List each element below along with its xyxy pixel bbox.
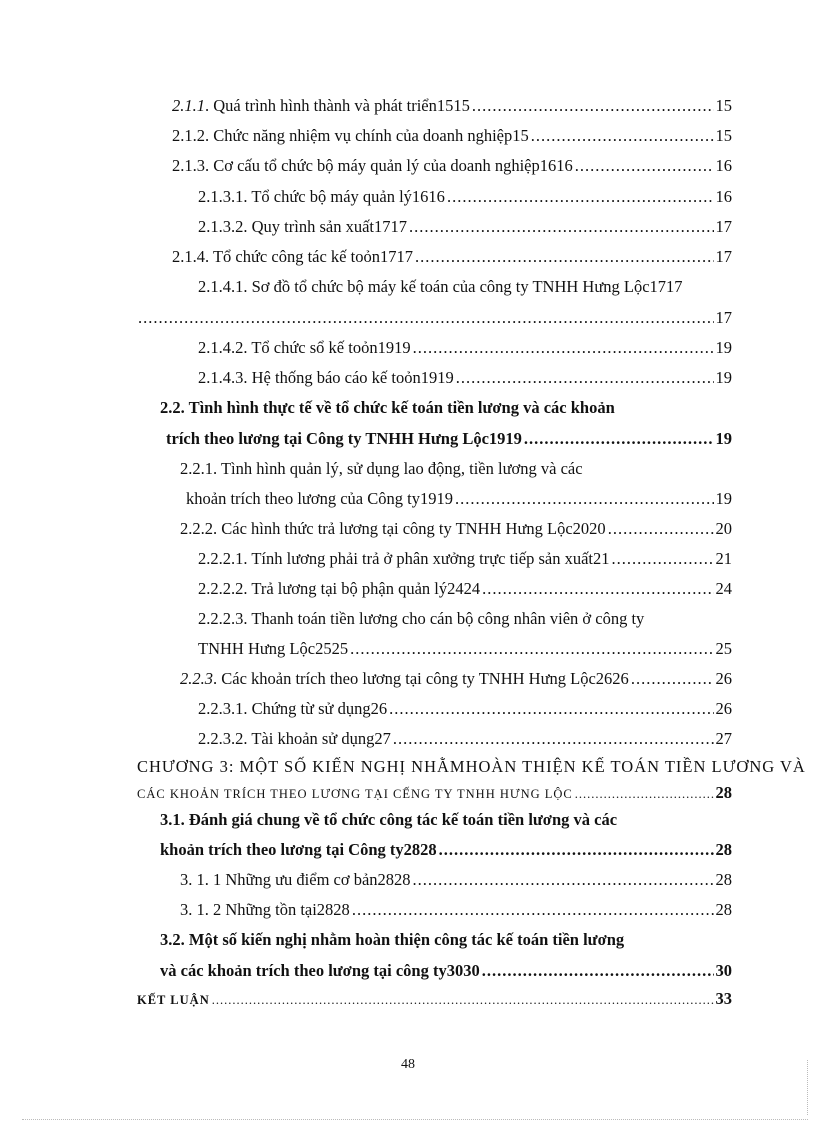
toc-entry-number: 2.2.3 xyxy=(180,669,213,688)
toc-entry-title: 3.2. Một số kiến nghị nhằm hoàn thiện công tác kế toán tiền lương xyxy=(160,930,625,949)
toc-entry-title: KẾT LUẬN xyxy=(137,993,210,1007)
toc-page-number: 28 xyxy=(715,900,732,919)
toc-page-number: 28 xyxy=(715,783,732,802)
toc-leader-dots xyxy=(352,900,714,920)
toc-page-number: 16 xyxy=(715,187,732,206)
toc-leader-dots xyxy=(472,96,714,116)
toc-leader-dots xyxy=(393,729,714,749)
toc-entry-2-1-4[interactable] xyxy=(172,247,732,267)
toc-leader-dots xyxy=(212,990,714,1010)
toc-page-number: 17 xyxy=(715,247,732,266)
toc-entry-2-2-1[interactable] xyxy=(180,459,583,479)
toc-page-number: 15 xyxy=(715,96,732,115)
toc-leader-dots xyxy=(138,308,714,328)
toc-page-number: 19 xyxy=(715,489,732,508)
toc-entry-title: 2.1.3.1. Tổ chức bộ máy quản lý1616 xyxy=(198,187,445,206)
toc-leader-dots xyxy=(413,870,714,890)
toc-section-3-1-continuation[interactable] xyxy=(160,840,732,860)
toc-entry-2-2-1-continuation[interactable] xyxy=(186,489,732,509)
toc-page-number: 17 xyxy=(715,217,732,236)
toc-page-number: 20 xyxy=(715,519,732,538)
toc-entry-2-2-2-3-continuation[interactable] xyxy=(198,639,732,659)
toc-page-number: 17 xyxy=(715,308,732,327)
toc-entry-title: khoản trích theo lương của Công ty1919 xyxy=(186,489,453,508)
toc-page-number: 33 xyxy=(715,989,732,1008)
toc-leader-dots xyxy=(575,156,714,176)
toc-leader-dots xyxy=(612,549,714,569)
toc-entry-title: 2.1.2. Chức năng nhiệm vụ chính của doanh nghiệp15 xyxy=(172,126,529,145)
toc-section-3-2-continuation[interactable] xyxy=(160,961,732,981)
toc-entry-title: 2.2.1. Tình hình quản lý, sử dụng lao động, tiền lương và các xyxy=(180,459,583,478)
toc-entry-title: 3.1. Đánh giá chung về tổ chức công tác kế toán tiền lương và các xyxy=(160,810,618,829)
toc-page-number: 28 xyxy=(715,870,732,889)
toc-leader-dots xyxy=(455,489,714,509)
toc-leader-dots xyxy=(456,368,714,388)
toc-leader-dots xyxy=(447,187,714,207)
toc-entry-2-2-2-3[interactable] xyxy=(198,609,644,629)
toc-page-number: 30 xyxy=(715,961,732,980)
toc-page-number: 27 xyxy=(715,729,732,748)
toc-entry-3-1-2[interactable] xyxy=(180,900,732,920)
toc-entry-title: 2.2.2.3. Thanh toán tiền lương cho cán bộ công nhân viên ở công ty xyxy=(198,609,645,628)
toc-section-2-2[interactable] xyxy=(160,398,615,418)
toc-leader-dots xyxy=(531,126,714,146)
toc-entry-3-1-1[interactable] xyxy=(180,870,732,890)
toc-entry-2-1-3-1[interactable] xyxy=(198,187,732,207)
toc-entry-2-2-2-2[interactable] xyxy=(198,579,732,599)
toc-entry-2-2-3-2[interactable] xyxy=(198,729,732,749)
toc-leader-dots xyxy=(439,840,714,860)
toc-entry-2-2-2-1[interactable] xyxy=(198,549,732,569)
toc-page-number: 25 xyxy=(715,639,732,658)
toc-entry-title: CÁC KHOẢN TRÍCH THEO LƯƠNG TẠI CẾNG TY TNHH HƯNG LỘC xyxy=(137,787,573,801)
toc-entry-title: TNHH Hưng Lộc2525 xyxy=(198,639,349,658)
toc-entry-title: Các khoản trích theo lương tại công ty TNHH Hưng Lộc2626 xyxy=(221,669,629,688)
toc-leader-dots xyxy=(482,961,714,981)
toc-entry-title: 2.1.4.2. Tổ chức sổ kế toỏn1919 xyxy=(198,338,411,357)
toc-entry-2-2-3[interactable] xyxy=(180,669,732,689)
toc-leader-dots xyxy=(524,429,714,449)
page-border-bottom xyxy=(22,1119,808,1120)
toc-page-number: 26 xyxy=(715,669,732,688)
toc-entry-title: 2.2.2.1. Tính lương phải trả ở phân xưởng trực tiếp sản xuất21 xyxy=(198,549,610,568)
toc-leader-dots xyxy=(389,699,713,719)
toc-entry-title: CHƯƠNG 3: MỘT SỐ KIẾN NGHỊ NHẰMHOÀN THIỆN KẾ TOÁN TIỀN LƯƠNG VÀ xyxy=(137,757,806,776)
toc-entry-title: 2.1.4.3. Hệ thống báo cáo kế toỏn1919 xyxy=(198,368,454,387)
toc-entry-title: 2.2.3.1. Chứng từ sử dụng26 xyxy=(198,699,388,718)
toc-page-number: 19 xyxy=(715,429,732,448)
toc-entry-title: 2.2. Tình hình thực tế về tổ chức kế toán tiền lương và các khoản xyxy=(160,398,615,417)
toc-entry-separator: . xyxy=(213,669,222,688)
toc-entry-title: 2.1.3. Cơ cấu tổ chức bộ máy quản lý của doanh nghiệp1616 xyxy=(172,156,573,175)
toc-entry-title: và các khoản trích theo lương tại công ty3030 xyxy=(160,961,480,980)
toc-entry-title: 2.2.2.2. Trả lương tại bộ phận quản lý2424 xyxy=(198,579,481,598)
toc-leader-dots xyxy=(482,579,713,599)
toc-entry-number: 2.1.1 xyxy=(172,96,205,115)
toc-leader-dots xyxy=(608,519,714,539)
toc-page-number: 26 xyxy=(715,699,732,718)
toc-entry-title: 2.2.3.2. Tài khoản sử dụng27 xyxy=(198,729,391,748)
toc-entry-2-1-4-3[interactable] xyxy=(198,368,732,388)
toc-entry-2-1-4-1-continuation[interactable] xyxy=(138,308,732,328)
toc-entry-2-1-3[interactable] xyxy=(172,156,732,176)
toc-entry-2-1-1[interactable] xyxy=(172,96,732,116)
toc-section-3-1[interactable] xyxy=(160,810,617,830)
toc-entry-title: 3. 1. 2 Những tồn tại2828 xyxy=(180,900,350,919)
toc-leader-dots xyxy=(350,639,713,659)
toc-entry-2-1-4-2[interactable] xyxy=(198,338,732,358)
toc-entry-separator: . xyxy=(205,96,214,115)
toc-page-number: 19 xyxy=(715,368,732,387)
toc-chapter-3-continuation[interactable] xyxy=(137,783,732,804)
toc-page-number: 28 xyxy=(715,840,732,859)
toc-entry-2-2-3-1[interactable] xyxy=(198,699,732,719)
toc-section-2-2-continuation[interactable] xyxy=(166,429,732,449)
toc-page-number: 16 xyxy=(715,156,732,175)
toc-section-3-2[interactable] xyxy=(160,930,624,950)
toc-leader-dots xyxy=(409,217,714,237)
toc-entry-2-1-2[interactable] xyxy=(172,126,732,146)
toc-leader-dots xyxy=(631,669,714,689)
page-number: 48 xyxy=(401,1057,415,1072)
toc-page-number: 24 xyxy=(715,579,732,598)
toc-entry-2-2-2[interactable] xyxy=(180,519,732,539)
toc-leader-dots xyxy=(415,247,714,267)
toc-entry-title: 2.1.4. Tổ chức công tác kế toỏn1717 xyxy=(172,247,413,266)
toc-chapter-3[interactable] xyxy=(137,757,806,777)
toc-entry-title: 3. 1. 1 Những ưu điểm cơ bản2828 xyxy=(180,870,411,889)
page-border-right xyxy=(807,1060,808,1115)
toc-entry-title: khoản trích theo lương tại Công ty2828 xyxy=(160,840,437,859)
toc-entry-2-1-4-1[interactable] xyxy=(198,277,683,297)
toc-entry-title: 2.1.3.2. Quy trình sản xuất1717 xyxy=(198,217,407,236)
toc-entry-title: trích theo lương tại Công ty TNHH Hưng Lộc1919 xyxy=(166,429,522,448)
toc-page-number: 15 xyxy=(715,126,732,145)
toc-leader-dots xyxy=(413,338,714,358)
toc-page-number: 19 xyxy=(715,338,732,357)
toc-entry-2-1-3-2[interactable] xyxy=(198,217,732,237)
toc-entry-title: 2.1.4.1. Sơ đồ tổ chức bộ máy kế toán của công ty TNHH Hưng Lộc1717 xyxy=(198,277,683,296)
toc-entry-title: 2.2.2. Các hình thức trả lương tại công ty TNHH Hưng Lộc2020 xyxy=(180,519,606,538)
toc-leader-dots xyxy=(575,784,714,804)
toc-entry-title: Quá trình hình thành và phát triển1515 xyxy=(213,96,470,115)
toc-page-number: 21 xyxy=(715,549,732,568)
toc-conclusion[interactable] xyxy=(137,989,732,1010)
